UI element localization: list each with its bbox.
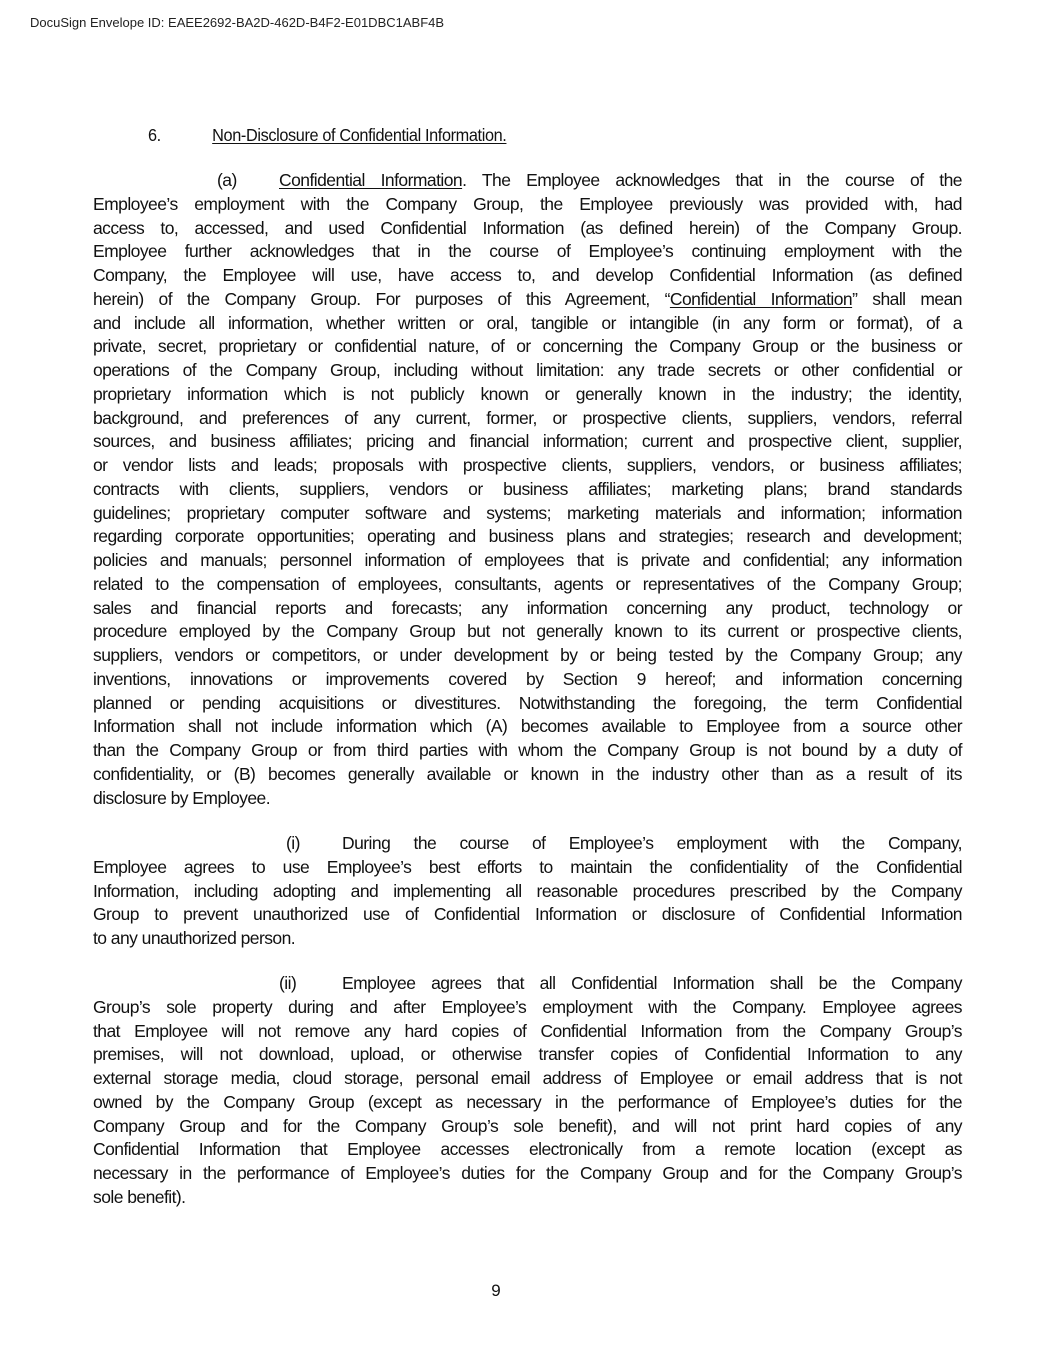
paragraph-line: access to, accessed, and used Confidential Information (as defined herein) of the Company Group. [93,217,962,238]
paragraph-line: private, secret, proprietary or confidential nature, of or concerning the Company Group or the business or [93,336,962,357]
paragraph-ii-company-property [93,972,962,1210]
paragraph-label: (i) [286,833,300,853]
paragraph-line: operations of the Company Group, including without limitation: any trade secrets or other confidential or [93,360,962,380]
paragraph-line: sole benefit). [93,1186,186,1207]
paragraph-label: (a) [217,170,237,190]
section-heading [148,125,506,146]
section-title: Non-Disclosure of Confidential Information. [212,125,507,145]
paragraph-line [93,288,962,312]
paragraph-line: Confidential Information that Employee accesses electronically from a remote location (except as [93,1139,962,1160]
docusign-envelope-id: DocuSign Envelope ID: EAEE2692-BA2D-462D-B4F2-E01DBC1ABF4B [30,15,445,30]
paragraph-line: Group’s sole property during and after Employee’s employment with the Company. Employee agrees [93,996,962,1017]
paragraph-line: confidentiality, or (B) becomes generally available or known in the industry other than as a result of its [93,763,962,784]
paragraph-line: sources, and business affiliates; pricing and financial information; current and prospective client, supplier, [93,431,962,452]
paragraph-line: inventions, innovations or improvements covered by Section 9 hereof; and information concerning [93,668,962,689]
paragraph-line: guidelines; proprietary computer software and systems; marketing materials and information; information [93,502,962,523]
paragraph-a-confidential-information [93,169,962,810]
paragraph-line: Information, including adopting and implementing all reasonable procedures prescribed by the Company [93,880,962,901]
paragraph-line [93,832,962,856]
paragraph-line: than the Company Group or from third parties with whom the Company Group is not bound by a duty of [93,740,962,760]
paragraph-line: proprietary information which is not publicly known or generally known in the industry; the identity, [93,383,962,404]
paragraph-line: and include all information, whether written or oral, tangible or intangible (in any form or format), of a [93,312,962,333]
paragraph-line: background, and preferences of any current, former, or prospective clients, suppliers, vendors, referral [93,407,962,428]
paragraph-line: that Employee will not remove any hard copies of Confidential Information from the Company Group’s [93,1020,962,1041]
paragraph-line: regarding corporate opportunities; operating and business plans and strategies; research and development; [93,526,962,547]
line-text: . The Employee acknowledges that in the course of the [462,170,962,190]
paragraph-line: external storage media, cloud storage, personal email address of Employee or email address that is not [93,1068,962,1088]
paragraph-i-best-efforts [93,832,962,951]
paragraph-line: sales and financial reports and forecasts; any information concerning any product, technology or [93,597,962,618]
paragraph-line: Company, the Employee will use, have access to, and develop Confidential Information (as defined [93,265,962,285]
paragraph-line [93,169,962,193]
paragraph-label: (ii) [279,973,297,993]
defined-term-quoted: Confidential Information [669,288,853,309]
paragraph-line: contracts with clients, suppliers, vendors or business affiliates; marketing plans; brand standards [93,478,962,499]
paragraph-line: Group to prevent unauthorized use of Confidential Information or disclosure of Confidential Information [93,904,962,925]
paragraph-line: Company Group and for the Company Group’s sole benefit), and will not print hard copies of any [93,1115,962,1136]
paragraph-line: disclosure by Employee. [93,787,271,808]
paragraph-line: Information shall not include information which (A) becomes available to Employee from a source other [93,716,962,737]
line-text: Employee agrees that all Confidential Information shall be the Company [342,973,962,993]
line-text: During the course of Employee’s employment with the Company, [342,833,962,853]
paragraph-line: Employee’s employment with the Company Group, the Employee previously was provided with, had [93,193,962,214]
paragraph-line [93,972,962,996]
paragraph-line: owned by the Company Group (except as necessary in the performance of Employee’s duties for the [93,1091,962,1112]
paragraph-line: premises, will not download, upload, or otherwise transfer copies of Confidential Information to any [93,1044,962,1065]
line-text: ” shall mean [852,288,962,309]
page-number: 9 [491,1281,501,1300]
line-text: herein) of the Company Group. For purposes of this Agreement, “ [93,288,670,309]
paragraph-line: or vendor lists and leads; proposals with prospective clients, suppliers, vendors, or business affiliates; [93,455,962,475]
section-number: 6. [148,125,161,145]
paragraph-line: planned or pending acquisitions or divestitures. Notwithstanding the foregoing, the term Confidential [93,692,962,713]
defined-term: Confidential Information [279,170,463,190]
paragraph-line: policies and manuals; personnel information of employees that is private and confidential; any information [93,550,962,570]
paragraph-line: related to the compensation of employees, consultants, agents or representatives of the Company Group; [93,573,962,594]
paragraph-line: procedure employed by the Company Group but not generally known to its current or prospective clients, [93,621,962,642]
paragraph-line: to any unauthorized person. [93,928,296,948]
paragraph-line: suppliers, vendors or competitors, or under development by or being tested by the Company Group; any [93,645,962,665]
paragraph-line: Employee further acknowledges that in the course of Employee’s continuing employment with the [93,241,962,262]
paragraph-line: Employee agrees to use Employee’s best efforts to maintain the confidentiality of the Confidential [93,856,962,877]
paragraph-line: necessary in the performance of Employee’s duties for the Company Group and for the Company Group’s [93,1163,962,1183]
